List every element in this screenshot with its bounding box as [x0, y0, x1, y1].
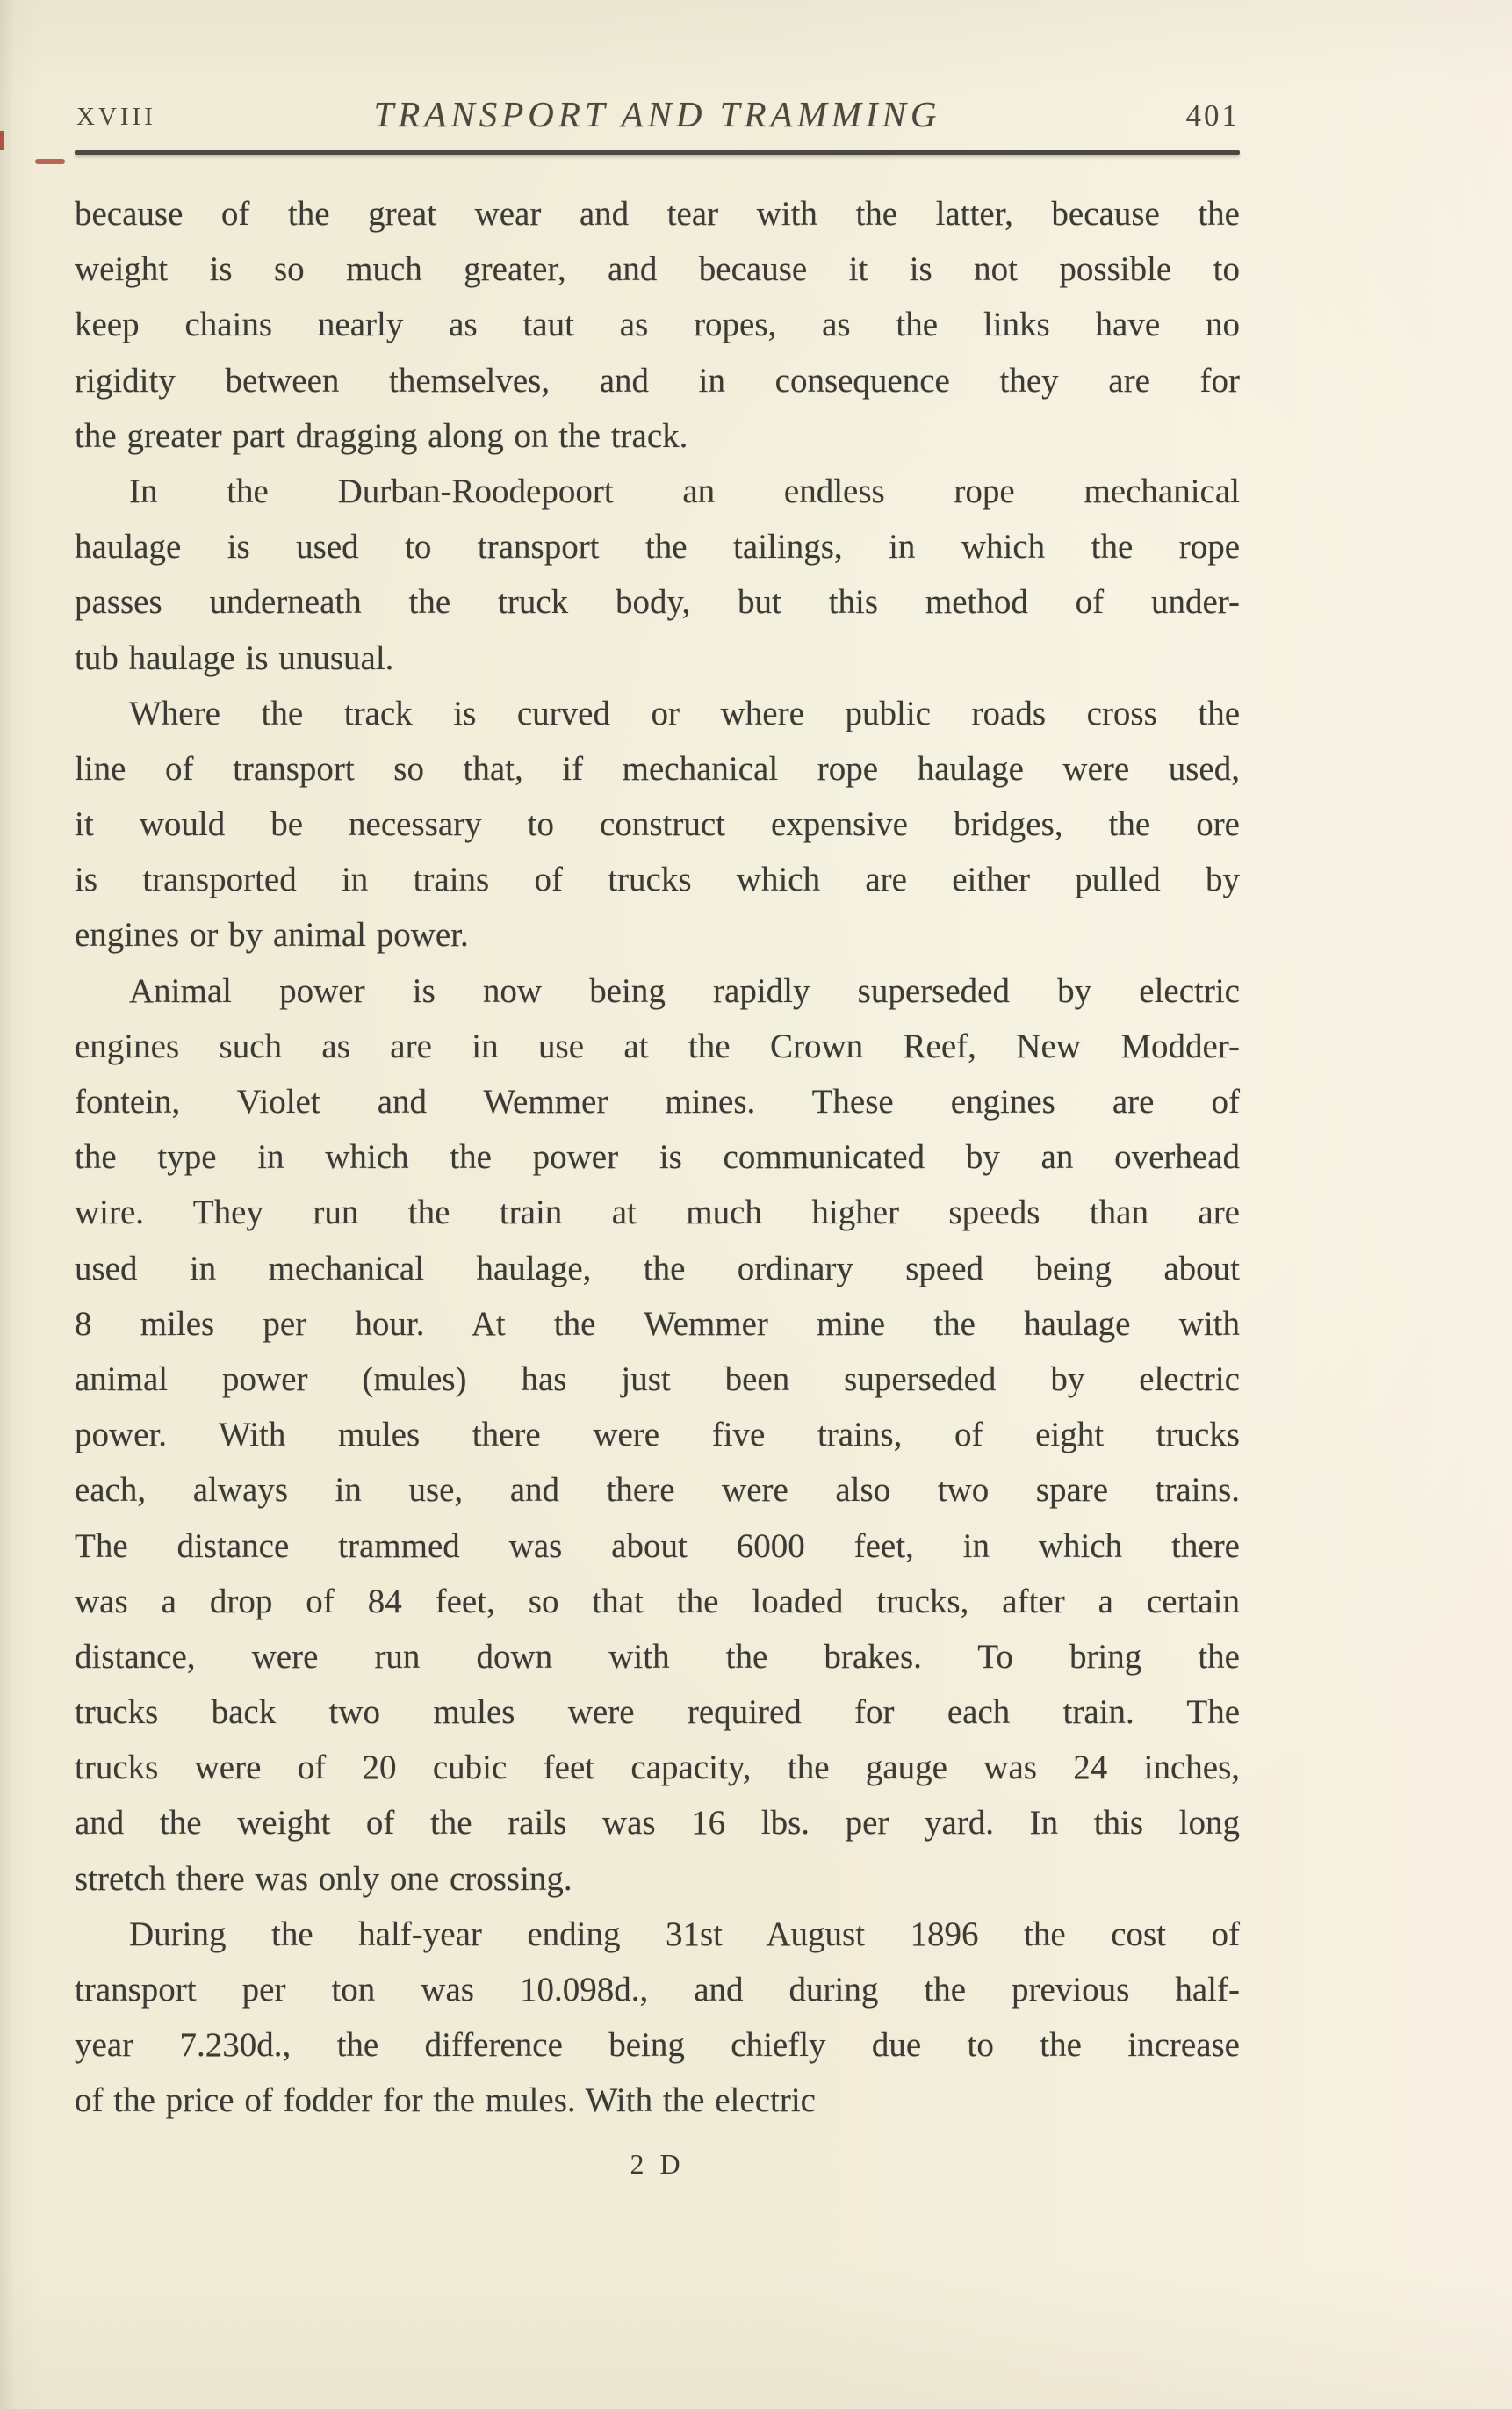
- text-line: Animal power is now being rapidly superseded by electric: [129, 971, 1240, 1010]
- running-header: [75, 84, 1240, 135]
- text-line: transport per ton was 10.098d., and during the previous half-: [75, 1971, 1240, 2009]
- text-line: trucks back two mules were required for each train. The: [75, 1693, 1240, 1732]
- scan-artifact-red-mark: [0, 131, 4, 150]
- paragraph: [75, 464, 1240, 686]
- text-line: power. With mules there were five trains, of eight trucks: [75, 1416, 1240, 1454]
- paragraph: [75, 963, 1240, 1907]
- scan-artifact-red-fringe: [35, 159, 65, 164]
- text-line: The distance trammed was about 6000 feet, in which there: [75, 1526, 1240, 1565]
- text-line: tub haulage is unusual.: [75, 638, 394, 677]
- signature-mark: 2 D: [630, 2148, 685, 2180]
- text-line: animal power (mules) has just been superseded by electric: [75, 1360, 1240, 1398]
- text-line: year 7.230d., the difference being chiefly due to the increase: [75, 2026, 1240, 2065]
- chapter-number: XVIII: [76, 103, 156, 131]
- text-line: is transported in trains of trucks which are either pulled by: [75, 861, 1240, 899]
- running-title: TRANSPORT AND TRAMMING: [373, 94, 941, 134]
- text-line: the greater part dragging along on the track.: [75, 416, 688, 455]
- text-line: and the weight of the rails was 16 lbs. per yard. In this long: [75, 1804, 1240, 1843]
- text-line: was a drop of 84 feet, so that the loaded trucks, after a certain: [75, 1582, 1240, 1620]
- text-line: the type in which the power is communicated by an overhead: [75, 1138, 1240, 1177]
- text-line: fontein, Violet and Wemmer mines. These engines are of: [75, 1083, 1240, 1121]
- text-line: distance, were run down with the brakes. To bring the: [75, 1637, 1240, 1676]
- text-line: line of transport so that, if mechanical rope haulage were used,: [75, 749, 1240, 788]
- header-rule: [75, 150, 1240, 155]
- text-line: Where the track is curved or where public roads cross the: [129, 694, 1240, 732]
- page-number: 401: [1185, 98, 1240, 133]
- text-line: In the Durban-Roodepoort an endless rope mechanical: [129, 472, 1240, 510]
- text-line: 8 miles per hour. At the Wemmer mine the haulage with: [75, 1304, 1240, 1343]
- text-line: stretch there was only one crossing.: [75, 1859, 572, 1898]
- text-line: passes underneath the truck body, but this method of under-: [75, 583, 1240, 622]
- text-line: because of the great wear and tear with the latter, because the: [75, 195, 1240, 233]
- text-line: each, always in use, and there were also two spare trains.: [75, 1471, 1240, 1510]
- paragraph: [75, 686, 1240, 963]
- text-line: wire. They run the train at much higher speeds than are: [75, 1194, 1240, 1232]
- text-line: of the price of fodder for the mules. With the electric: [75, 2081, 816, 2120]
- text-line: engines such as are in use at the Crown Reef, New Modder-: [75, 1027, 1240, 1065]
- body-text: [75, 186, 1240, 2129]
- text-line: trucks were of 20 cubic feet capacity, the gauge was 24 inches,: [75, 1749, 1240, 1787]
- text-line: rigidity between themselves, and in consequence they are for: [75, 361, 1240, 400]
- text-line: keep chains nearly as taut as ropes, as the links have no: [75, 306, 1240, 344]
- text-line: it would be necessary to construct expensive bridges, the ore: [75, 805, 1240, 844]
- text-line: weight is so much greater, and because it is not possible to: [75, 250, 1240, 289]
- paragraph: [75, 186, 1240, 464]
- text-line: During the half-year ending 31st August 1896 the cost of: [129, 1915, 1240, 1953]
- text-line: used in mechanical haulage, the ordinary speed being about: [75, 1249, 1240, 1287]
- text-line: engines or by animal power.: [75, 916, 469, 955]
- text-line: haulage is used to transport the tailings, in which the rope: [75, 528, 1240, 566]
- paragraph: [75, 1907, 1240, 2129]
